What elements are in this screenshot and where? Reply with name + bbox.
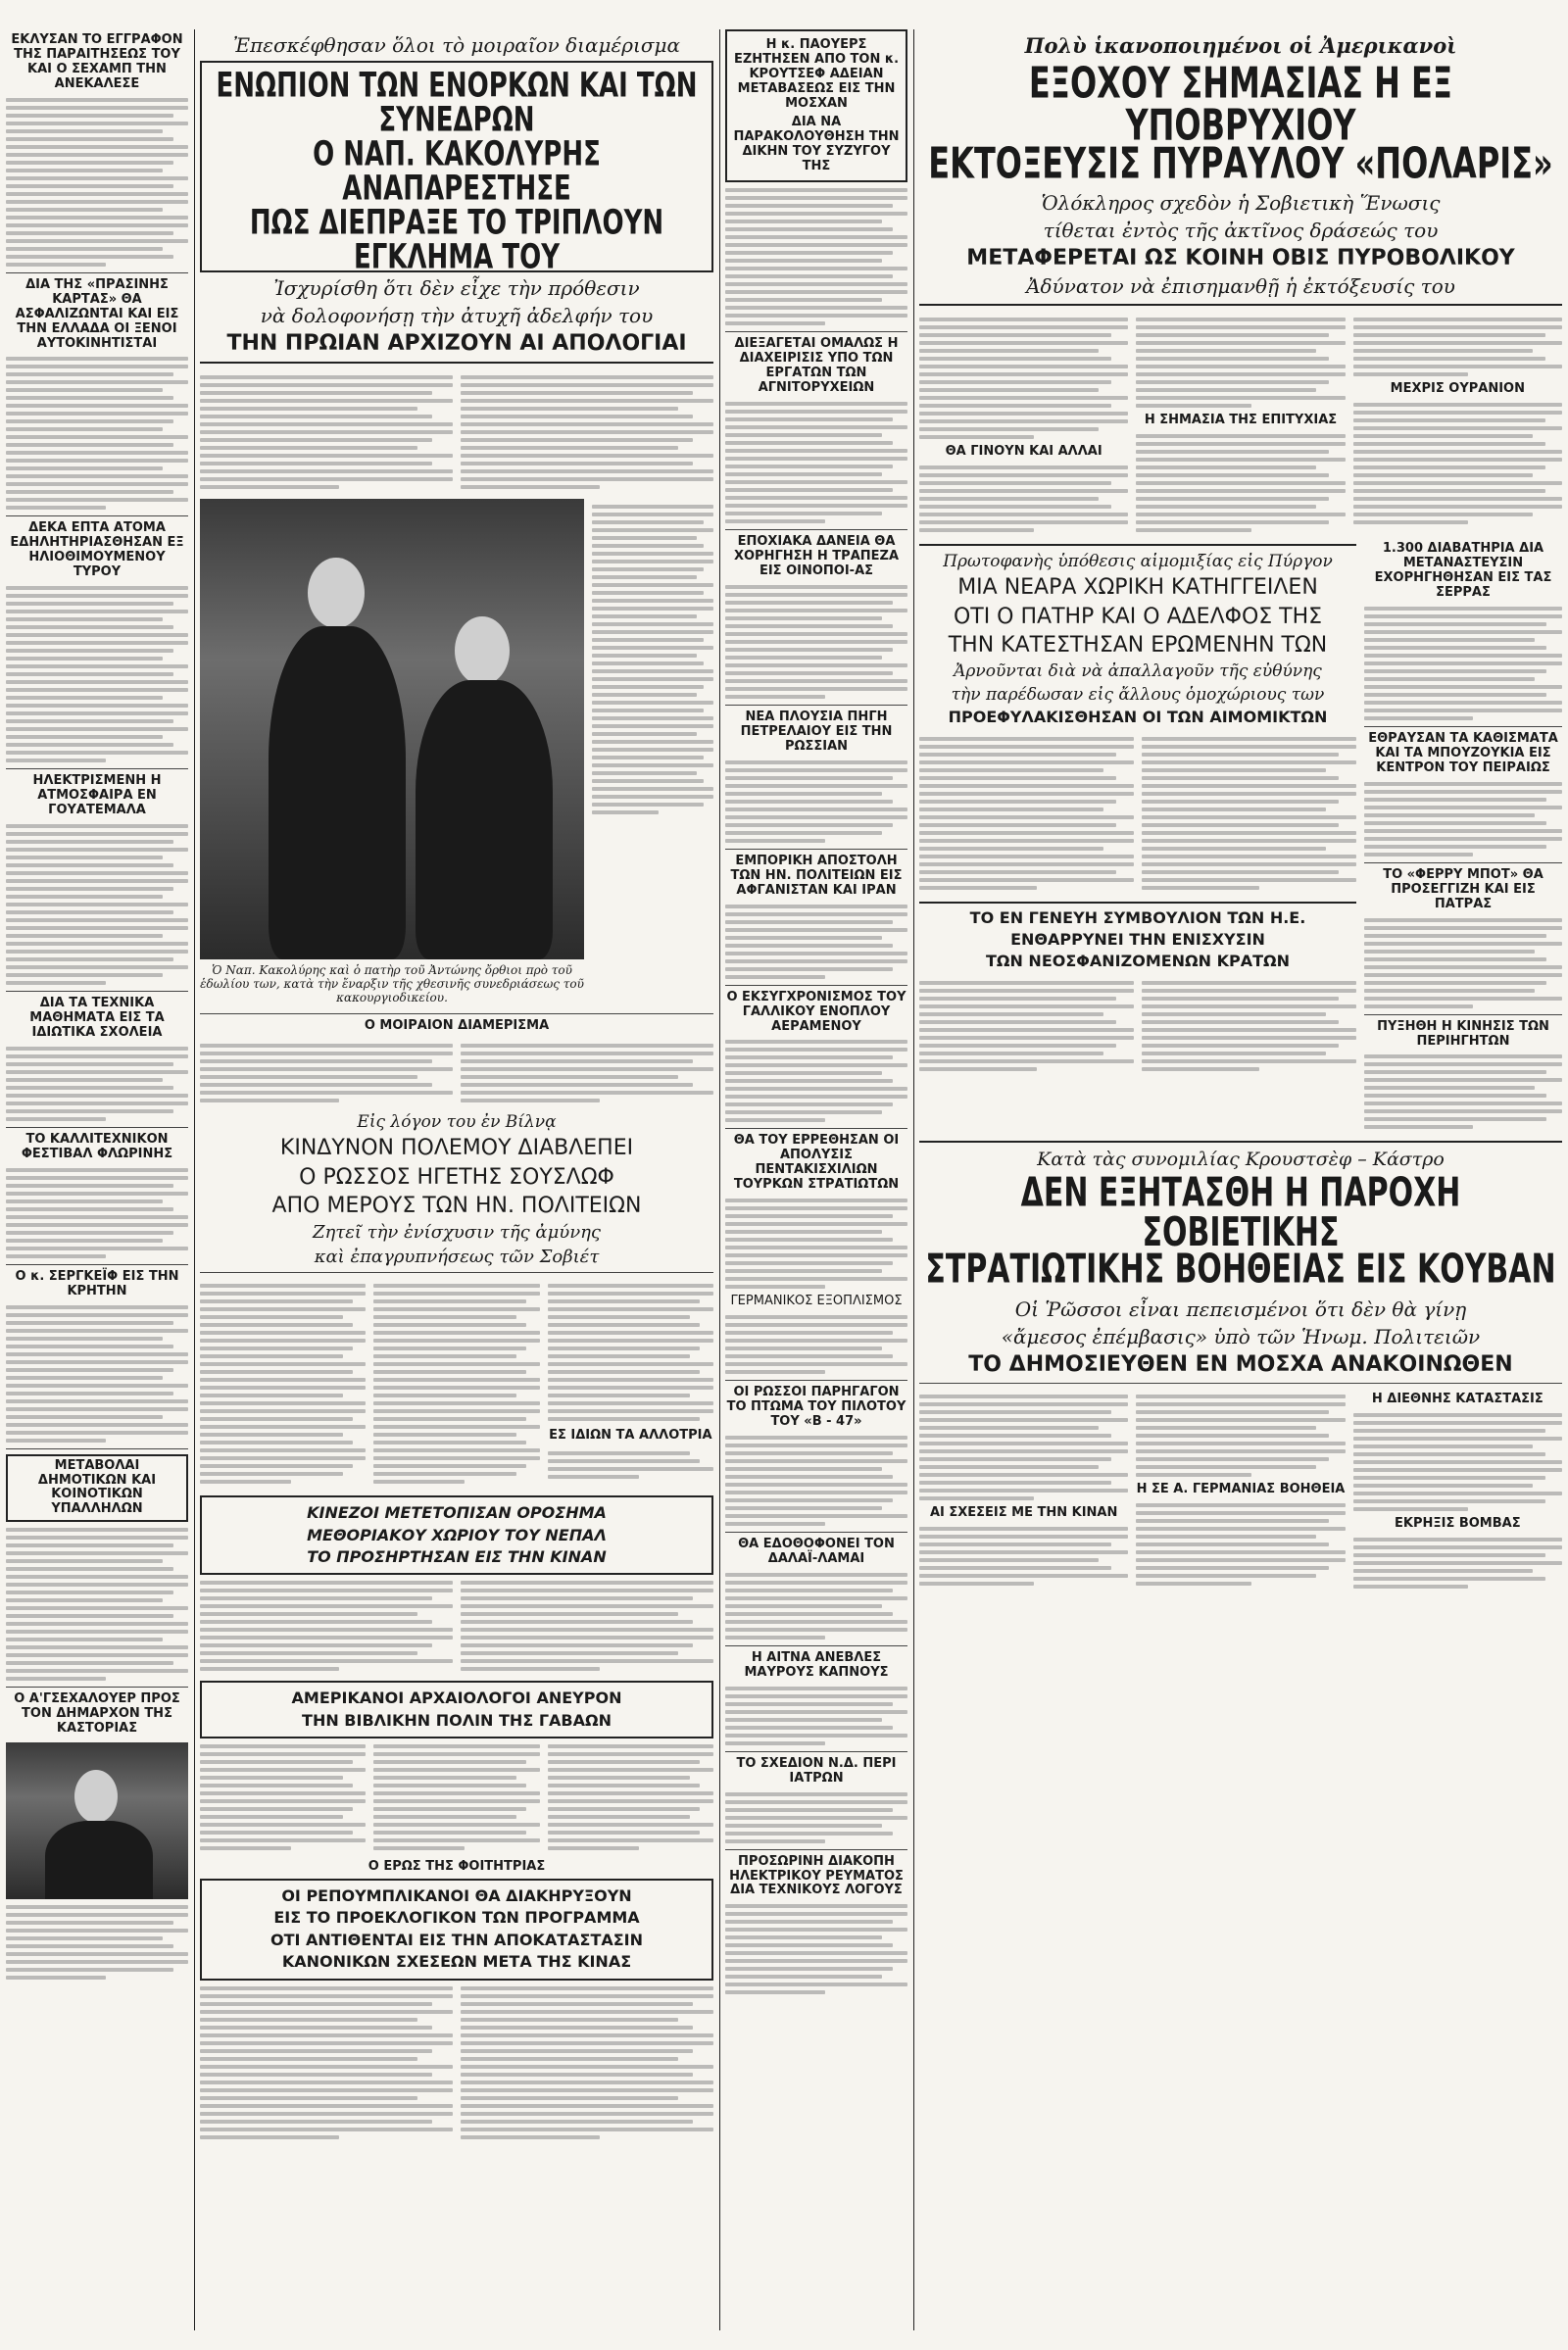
kicker: Ἐπεσκέφθησαν ὅλοι τὸ μοιραῖον διαμέρισμα: [233, 33, 680, 57]
headline: ΠΥΞΗΘΗ Η ΚΙΝΗΣΙΣ ΤΩΝ ΠΕΡΙΗΓΗΤΩΝ: [1377, 1018, 1549, 1049]
column-rule: [913, 29, 914, 2330]
kicker: Πρωτοφανὴς ὑπόθεσις αἱμομιξίας εἰς Πύργον: [943, 552, 1333, 572]
kicker: Εἰς λόγον του ἐν Βίλνᾳ: [357, 1112, 557, 1133]
headline: ΔΙΑ ΤΗΣ «ΠΡΑΣΙΝΗΣ ΚΑΡΤΑΣ» ΘΑ ΑΣΦΑΛΙΖΩΝΤΑΙ ΚΑΙ ΕΙΣ ΤΗΝ ΕΛΛΑΔΑ ΟΙ ΞΕΝΟΙ ΑΥΤΟΚΙΝΗΤΙΣΤΑΙ: [15, 276, 179, 351]
deck: Οἱ Ῥῶσσοι εἶναι πεπεισμένοι ὅτι δὲν θὰ γίνῃ: [1014, 1297, 1467, 1322]
deck: τὴν παρέδωσαν εἰς ἄλλους ὁμοχώριους των: [951, 685, 1325, 706]
kicker: Κατὰ τὰς συνομιλίας Κρουστσὲφ – Κάστρο: [1037, 1149, 1445, 1171]
column-rule: [194, 29, 195, 2330]
deck: Ὁλόκληρος σχεδὸν ἡ Σοβιετικὴ Ἕνωσις: [1041, 191, 1441, 215]
headline: ΤΟ «ΦΕΡΡΥ ΜΠΟΤ» ΘΑ ΠΡΟΣΕΓΓΙΖΗ ΚΑΙ ΕΙΣ ΠΑΤΡΑΣ: [1383, 866, 1544, 911]
deck: Ἀρνοῦνται διὰ νὰ ἀπαλλαγοῦν τῆς εὐθύνης: [954, 661, 1322, 682]
headline: ΤΟ ΚΑΛΛΙΤΕΧΝΙΚΟΝ ΦΕΣΤΙΒΑΛ ΦΛΩΡΙΝΗΣ: [21, 1131, 173, 1161]
column-center: [200, 29, 713, 2330]
column-third: [725, 29, 907, 2330]
main-headline: ΠΩΣ ΔΙΕΠΡΑΞΕ ΤΟ ΤΡΙΠΛΟΥΝ ΕΓΚΛΗΜΑ ΤΟΥ: [249, 203, 664, 277]
headline: Ο Α'ΓΣΕΧΑΛΟΥΕΡ ΠΡΟΣ ΤΟΝ ΔΗΜΑΡΧΟΝ ΤΗΣ ΚΑΣΤΟΡΙΑΣ: [14, 1691, 180, 1737]
headline: ΤΗΝ ΚΑΤΕΣΤΗΣΑΝ ΕΡΩΜΕΝΗΝ ΤΩΝ: [948, 632, 1328, 658]
headline: ΘΑ ΕΔΟΘΟΦΟΝΕΙ ΤΟΝ ΔΑΛΑΪ-ΛΑΜΑΙ: [738, 1536, 895, 1566]
headline: ΤΩΝ ΝΕΟΣΦΑΝΙΖΟΜΕΝΩΝ ΚΡΑΤΩΝ: [985, 952, 1291, 971]
deck: τίθεται ἐντὸς τῆς ἀκτῖνος δράσεώς του: [1043, 219, 1439, 242]
portrait-photo: [6, 1742, 188, 1899]
headline: Ο ΕΚΣΥΓΧΡΟΝΙΣΜΟΣ ΤΟΥ ΓΑΛΛΙΚΟΥ ΕΝΟΠΛΟΥ ΑΕΡΑΜΕΝΟΥ: [726, 989, 906, 1034]
photo-row: [200, 499, 713, 1008]
main-headline: ΕΚΤΟΞΕΥΣΙΣ ΠΥΡΑΥΛΟΥ «ΠΟΛΑΡΙΣ»: [928, 137, 1553, 189]
headline: ΤΟ ΕΝ ΓΕΝΕΥΗ ΣΥΜΒΟΥΛΙΟΝ ΤΩΝ Η.Ε.: [969, 907, 1306, 927]
kicker: Πολὺ ἱκανοποιημένοι οἱ Ἀμερικανοὶ: [1024, 33, 1457, 58]
headline: ΝΕΑ ΠΛΟΥΣΙΑ ΠΗΓΗ ΠΕΤΡΕΛΑΙΟΥ ΕΙΣ ΤΗΝ ΡΩΣΣΙΑΝ: [740, 710, 893, 754]
article-text: [6, 1047, 188, 1121]
headline: ΑΠΟ ΜΕΡΟΥΣ ΤΩΝ ΗΝ. ΠΟΛΙΤΕΙΩΝ: [271, 1193, 642, 1218]
article-text: [6, 586, 188, 762]
headline: ΕΝΘΑΡΡΥΝΕΙ ΤΗΝ ΕΝΙΣΧΥΣΙΝ: [1010, 929, 1265, 949]
subheadline: Ο ΕΡΩΣ ΤΗΣ ΦΟΙΤΗΤΡΙΑΣ: [368, 1859, 546, 1875]
headline: ΕΚΛΥΣΑΝ ΤΟ ΕΓΓΡΑΦΟΝ ΤΗΣ ΠΑΡΑΙΤΗΣΕΩΣ ΤΟΥ ΚΑΙ Ο ΣΕΧΑΜΠ ΤΗΝ ΑΝΕΚΑΛΕΣΕ: [11, 32, 183, 91]
headline: ΟΙ ΡΩΣΣΟΙ ΠΑΡΗΓΑΓΟΝ ΤΟ ΠΤΩΜΑ ΤΟΥ ΠΙΛΟΤΟΥ ΤΟΥ «Β - 47»: [726, 1385, 906, 1429]
headline: Η ΑΙΤΝΑ ΑΝΕΒΛΕΣ ΜΑΥΡΟΥΣ ΚΑΠΝΟΥΣ: [744, 1649, 889, 1680]
main-headline: ΣΤΡΑΤΙΩΤΙΚΗΣ ΒΟΗΘΕΙΑΣ ΕΙΣ ΚΟΥΒΑΝ: [925, 1247, 1556, 1294]
column-right: Πολὺ ἱκανοποιημένοι οἱ Ἀμερικανοὶ ΕΞΟΧΟΥ ΣΗΜΑΣΙΑΣ Η ΕΞ ΥΠΟΒΡΥΧΙΟΥ ΕΚΤΟΞΕΥΣΙΣ ΠΥΡΑΥΛΟΥ «ΠΟΛΑΡΙΣ» Ὁλόκληρος σχεδὸν ἡ Σοβιετικὴ Ἕνωσις τίθεται ἐντὸς τῆς ἀκτῖνος δράσεώς του ΜΕΤΑΦΕΡΕΤΑΙ ΩΣ ΚΟΙΝΗ ΟΒΙΣ ΠΥΡΟΒΟΛΙΚΟΥ Ἀδύνατον νὰ ἐπισημανθῇ ἡ ἐκτόξευσίς του ΘΑ ΓΙΝΟΥΝ ΚΑΙ ΑΛΛΑΙ Η ΣΗΜΑΣΙΑ ΤΗΣ ΕΠΙΤΥΧΙΑΣ ΜΕΧΡΙΣ ΟΥΡΑΝΙΟΝ Πρωτοφανὴς ὑπόθεσις αἱμομιξίας εἰς Πύργον ΜΙΑ ΝΕΑΡΑ ΧΩΡΙΚΗ ΚΑΤΗΓΓΕΙΛΕΝ ΟΤΙ Ο ΠΑΤΗΡ ΚΑΙ Ο ΑΔΕΛΦΟΣ ΤΗΣ ΤΗΝ ΚΑΤΕΣΤΗΣΑΝ ΕΡΩΜΕΝΗΝ ΤΩΝ Ἀρνοῦνται διὰ νὰ ἀπαλλαγοῦν τῆς εὐθύνης τὴν παρέδωσαν εἰς ἄλλους ὁμοχώριους των ΠΡΟΕΦΥΛΑΚΙΣΘΗΣΑΝ ΟΙ ΤΩΝ ΑΙΜΟΜΙΚΤΩΝ ΤΟ ΕΝ ΓΕΝΕΥΗ ΣΥΜΒΟΥΛΙΟΝ ΤΩΝ Η.Ε. ΕΝΘΑΡΡΥΝΕΙ ΤΗΝ ΕΝΙΣΧΥΣΙΝ ΤΩΝ ΝΕΟΣΦΑΝΙΖΟΜΕΝΩΝ ΚΡΑΤΩΝ 1.300 ΔΙΑΒΑΤΗΡΙΑ ΔΙΑ ΜΕΤΑΝΑΣΤΕΥΣΙΝ ΕΧΟΡΗΓΗΘΗΣΑΝ ΕΙΣ ΤΑΣ ΣΕΡΡΑΣ ΕΘΡΑΥΣΑΝ ΤΑ ΚΑΘΙΣΜΑΤΑ ΚΑΙ ΤΑ ΜΠΟΥΖΟΥΚΙΑ ΕΙΣ ΚΕΝΤΡΟΝ ΤΟΥ ΠΕΙΡΑΙΩΣ ΤΟ «ΦΕΡΡΥ ΜΠΟΤ» ΘΑ ΠΡΟΣΕΓΓΙΖΗ ΚΑΙ ΕΙΣ ΠΑΤΡΑΣ ΠΥΞΗΘΗ Η ΚΙΝΗΣΙΣ ΤΩΝ ΠΕΡΙΗΓΗΤΩΝ Κατὰ τὰς συνομιλίας Κρουστσὲφ – Κάστρο ΔΕΝ ΕΞΗΤΑΣΘΗ Η ΠΑΡΟΧΗ ΣΟΒΙΕΤΙΚΗΣ ΣΤΡΑΤΙΩΤΙΚΗΣ ΒΟΗΘΕΙΑΣ ΕΙΣ ΚΟΥΒΑΝ Οἱ Ῥῶσσοι εἶναι πεπεισμένοι ὅτι δὲν θὰ γίνῃ «ἄμεσος ἐπέμβασις» ὑπὸ τῶν Ἡνωμ. Πολιτειῶν ΤΟ ΔΗΜΟΣΙΕΥΘΕΝ ΕΝ ΜΟΣΧΑ ΑΝΑΚΟΙΝΩΘΕΝ ΑΙ ΣΧΕΣΕΙΣ ΜΕ ΤΗΝ ΚΙΝΑΝ Η ΣΕ Α. ΓΕΡΜΑΝΙΑΣ ΒΟΗΘΕΙΑ Η ΔΙΕΘΝΗΣ ΚΑΤΑΣΤΑΣΙΣ ΕΚΡΗΞΙΣ ΒΟΜΒΑΣ: [919, 29, 1562, 2330]
deck: Ἀδύνατον νὰ ἐπισημανθῇ ἡ ἐκτόξευσίς του: [1026, 274, 1455, 299]
headline: ΕΠΟΧΙΑΚΑ ΔΑΝΕΙΑ ΘΑ ΧΟΡΗΓΗΣΗ Η ΤΡΑΠΕΖΑ ΕΙΣ ΟΙΝΟΠΟΙ-ΑΣ: [733, 534, 900, 579]
court-photo: [200, 499, 584, 959]
main-headline: ΕΝΩΠΙΟΝ ΤΩΝ ΕΝΟΡΚΩΝ ΚΑΙ ΤΩΝ ΣΥΝΕΔΡΩΝ: [216, 66, 698, 140]
main-headline: ΕΞΟΧΟΥ ΣΗΜΑΣΙΑΣ Η ΕΞ ΥΠΟΒΡΥΧΙΟΥ: [1028, 57, 1453, 151]
headline: ΤΟ ΣΧΕΔΙΟΝ Ν.Δ. ΠΕΡΙ ΙΑΤΡΩΝ: [736, 1755, 897, 1786]
subheadline: ΓΕΡΜΑΝΙΚΟΣ ΕΞΟΠΛΙΣΜΟΣ: [730, 1294, 903, 1309]
article-text: [6, 1168, 188, 1258]
boxed-headline: ΚΙΝΕΖΟΙ ΜΕΤΕΤΟΠΙΣΑΝ ΟΡΟΣΗΜΑ ΜΕΘΟΡΙΑΚΟΥ ΧΩΡΙΟΥ ΤΟΥ ΝΕΠΑΛ ΤΟ ΠΡΟΣΗΡΤΗΣΑΝ ΕΙΣ ΤΗΝ ΚΙΝΑΝ: [200, 1495, 713, 1575]
article-text: [6, 1305, 188, 1443]
headline: ΔΙΑ ΤΑ ΤΕΧΝΙΚΑ ΜΑΘΗΜΑΤΑ ΕΙΣ ΤΑ ΙΔΙΩΤΙΚΑ ΣΧΟΛΕΙΑ: [29, 996, 165, 1040]
deck: νὰ δολοφονήσῃ τὴν ἀτυχῆ ἀδελφήν του: [260, 304, 654, 327]
article-text: [6, 1528, 188, 1681]
deck-caps: ΤΗΝ ΠΡΩΙΑΝ ΑΡΧΙΖΟΥΝ ΑΙ ΑΠΟΛΟΓΙΑΙ: [226, 331, 687, 356]
deck-caps: ΤΟ ΔΗΜΟΣΙΕΥΘΕΝ ΕΝ ΜΟΣΧΑ ΑΝΑΚΟΙΝΩΘΕΝ: [968, 1352, 1513, 1378]
headline: ΜΙΑ ΝΕΑΡΑ ΧΩΡΙΚΗ ΚΑΤΗΓΓΕΙΛΕΝ: [957, 575, 1318, 601]
main-headline: Ο ΝΑΠ. ΚΑΚΟΛΥΡΗΣ ΑΝΑΠΑΡΕΣΤΗΣΕ: [313, 134, 601, 209]
deck-caps: ΠΡΟΕΦΥΛΑΚΙΣΘΗΣΑΝ ΟΙ ΤΩΝ ΑΙΜΟΜΙΚΤΩΝ: [948, 708, 1328, 727]
boxed-headline: ΑΜΕΡΙΚΑΝΟΙ ΑΡΧΑΙΟΛΟΓΟΙ ΑΝΕΥΡΟΝ ΤΗΝ ΒΙΒΛΙΚΗΝ ΠΟΛΙΝ ΤΗΣ ΓΑΒΑΩΝ: [200, 1681, 713, 1738]
boxed-headline: Η κ. ΠΑΟΥΕΡΣ ΕΖΗΤΗΣΕΝ ΑΠΟ ΤΟΝ κ. ΚΡΟΥΤΣΕΦ ΑΔΕΙΑΝ ΜΕΤΑΒΑΣΕΩΣ ΕΙΣ ΤΗΝ ΜΟΣΧΑΝ ΔΙΑ ΝΑ ΠΑΡΑΚΟΛΟΥΘΗΣΗ ΤΗΝ ΔΙΚΗΝ ΤΟΥ ΣΥΖΥΓΟΥ ΤΗΣ: [725, 29, 907, 182]
main-headline-block: [200, 61, 713, 277]
boxed-headline: ΟΙ ΡΕΠΟΥΜΠΛΙΚΑΝΟΙ ΘΑ ΔΙΑΚΗΡΥΞΟΥΝ ΕΙΣ ΤΟ ΠΡΟΕΚΛΟΓΙΚΟΝ ΤΩΝ ΠΡΟΓΡΑΜΜΑ ΟΤΙ ΑΝΤΙΘΕΝΤΑΙ ΕΙΣ ΤΗΝ ΑΠΟΚΑΤΑΣΤΑΣΙΝ ΚΑΝΟΝΙΚΩΝ ΣΧΕΣΕΩΝ ΜΕΤΑ ΤΗΣ ΚΙΝΑΣ: [200, 1879, 713, 1981]
headline: ΔΕΚΑ ΕΠΤΑ ΑΤΟΜΑ ΕΔΗΛΗΤΗΡΙΑΣΘΗΣΑΝ ΕΞ ΗΛΙΟΘΙΜΟΥΜΕΝΟΥ ΤΥΡΟΥ: [10, 520, 184, 580]
headline: ΗΛΕΚΤΡΙΣΜΕΝΗ Η ΑΤΜΟΣΦΑΙΡΑ ΕΝ ΓΟΥΑΤΕΜΑΛΑ: [32, 773, 162, 818]
deck: Ζητεῖ τὴν ἐνίσχυσιν τῆς ἀμύνης: [312, 1222, 602, 1244]
headline: ΟΤΙ Ο ΠΑΤΗΡ ΚΑΙ Ο ΑΔΕΛΦΟΣ ΤΗΣ: [953, 604, 1323, 629]
headline: ΕΘΡΑΥΣΑΝ ΤΑ ΚΑΘΙΣΜΑΤΑ ΚΑΙ ΤΑ ΜΠΟΥΖΟΥΚΙΑ ΕΙΣ ΚΕΝΤΡΟΝ ΤΟΥ ΠΕΙΡΑΙΩΣ: [1368, 730, 1558, 775]
headline: 1.300 ΔΙΑΒΑΤΗΡΙΑ ΔΙΑ ΜΕΤΑΝΑΣΤΕΥΣΙΝ ΕΧΟΡΗΓΗΘΗΣΑΝ ΕΙΣ ΤΑΣ ΣΕΡΡΑΣ: [1374, 541, 1552, 601]
headline: Ο κ. ΣΕΡΓΚΕΪΦ ΕΙΣ ΤΗΝ ΚΡΗΤΗΝ: [15, 1268, 179, 1298]
lead-text-row: [200, 369, 713, 495]
subheadline: Ο ΜΟΙΡΑΙΟΝ ΔΙΑΜΕΡΙΣΜΑ: [364, 1018, 550, 1034]
headline: ΔΙΕΞΑΓΕΤΑΙ ΟΜΑΛΩΣ Η ΔΙΑΧΕΙΡΙΣΙΣ ΥΠΟ ΤΩΝ ΕΡΓΑΤΩΝ ΤΩΝ ΑΓΝΙΤΟΡΥΧΕΙΩΝ: [734, 336, 899, 396]
article-text: [6, 1905, 188, 1980]
deck: Ἰσχυρίσθη ὅτι δὲν εἶχε τὴν πρόθεσιν: [273, 276, 640, 300]
photo-caption: Ὁ Ναπ. Κακολύρης καὶ ὁ πατὴρ τοῦ Ἀντώνης ὄρθιοι πρὸ τοῦ ἑδωλίου των, κατὰ τὴν ἔναρξιν τῆς χθεσινῆς συνεδριάσεως τοῦ κακουργιοδικείου.: [200, 963, 584, 1005]
headline: ΠΡΟΣΩΡΙΝΗ ΔΙΑΚΟΠΗ ΗΛΕΚΤΡΙΚΟΥ ΡΕΥΜΑΤΟΣ ΔΙΑ ΤΕΧΝΙΚΟΥΣ ΛΟΓΟΥΣ: [729, 1853, 904, 1898]
article-text: [6, 98, 188, 267]
headline: ΕΜΠΟΡΙΚΗ ΑΠΟΣΤΟΛΗ ΤΩΝ ΗΝ. ΠΟΛΙΤΕΙΩΝ ΕΙΣ ΑΦΓΑΝΙΣΤΑΝ ΚΑΙ ΙΡΑΝ: [730, 853, 903, 898]
deck: «ἄμεσος ἐπέμβασις» ὑπὸ τῶν Ἡνωμ. Πολιτειῶν: [1001, 1325, 1481, 1349]
deck: καὶ ἐπαγρυπνήσεως τῶν Σοβιέτ: [314, 1247, 600, 1268]
article-text: [6, 357, 188, 510]
headline: Ο ΡΩΣΣΟΣ ΗΓΕΤΗΣ ΣΟΥΣΛΩΦ: [299, 1164, 614, 1190]
headline: ΘΑ ΤΟΥ ΕΡΡΕΘΗΣΑΝ ΟΙ ΑΠΟΛΥΣΙΣ ΠΕΝΤΑΚΙΣΧΙΛΙΩΝ ΤΟΥΡΚΩΝ ΣΤΡΑΤΙΩΤΩΝ: [733, 1133, 900, 1193]
main-headline: ΔΕΝ ΕΞΗΤΑΣΘΗ Η ΠΑΡΟΧΗ ΣΟΒΙΕΤΙΚΗΣ: [1020, 1170, 1461, 1257]
headline: ΚΙΝΔΥΝΟΝ ΠΟΛΕΜΟΥ ΔΙΑΒΛΕΠΕΙ: [279, 1136, 634, 1161]
deck-caps: ΜΕΤΑΦΕΡΕΤΑΙ ΩΣ ΚΟΙΝΗ ΟΒΙΣ ΠΥΡΟΒΟΛΙΚΟΥ: [966, 246, 1515, 270]
headline-boxed: ΜΕΤΑΒΟΛΑΙ ΔΗΜΟΤΙΚΩΝ ΚΑΙ ΚΟΙΝΟΤΙΚΩΝ ΥΠΑΛΛΗΛΩΝ: [6, 1454, 188, 1523]
article-text: [6, 824, 188, 985]
subheadline: ΕΣ ΙΔΙΩΝ ΤΑ ΑΛΛΟΤΡΙΑ: [549, 1428, 712, 1444]
column-rule: [719, 29, 720, 2330]
column-left: [6, 29, 188, 2330]
